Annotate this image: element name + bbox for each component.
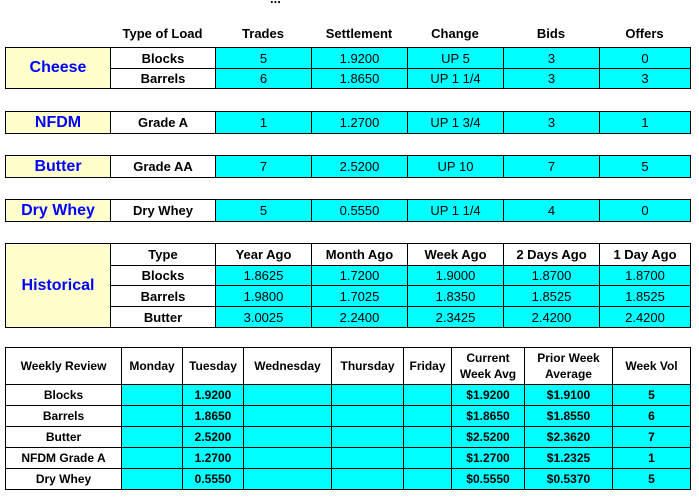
butter-bids: 7 bbox=[504, 156, 600, 178]
historical-barrels-year-ago: 1.9800 bbox=[216, 286, 312, 307]
weekly-nfdm-wednesday bbox=[244, 448, 332, 469]
weekly-header-thursday: Thursday bbox=[332, 348, 404, 385]
historical-barrels-1-day-ago: 1.8525 bbox=[600, 286, 691, 307]
cheese-table bbox=[5, 47, 691, 89]
weekly-header-tuesday: Tuesday bbox=[183, 348, 244, 385]
historical-label: Historical bbox=[6, 244, 111, 328]
weekly-nfdm-week-vol: 1 bbox=[613, 448, 691, 469]
cheese-barrels-trades: 6 bbox=[216, 69, 312, 89]
weekly-butter-current-avg: $2.5200 bbox=[452, 427, 525, 448]
weekly-dry-whey-week-vol: 5 bbox=[613, 469, 691, 490]
weekly-blocks-monday bbox=[122, 385, 183, 406]
butter-label: Butter bbox=[6, 156, 111, 178]
weekly-review-table bbox=[5, 347, 691, 490]
dry-whey-offers: 0 bbox=[600, 200, 691, 222]
historical-table bbox=[5, 243, 691, 328]
dry-whey-settlement: 0.5550 bbox=[312, 200, 408, 222]
historical-barrels-week-ago: 1.8350 bbox=[408, 286, 504, 307]
nfdm-trades: 1 bbox=[216, 112, 312, 134]
main-column-headers bbox=[5, 22, 690, 44]
weekly-header-week-vol: Week Vol bbox=[613, 348, 691, 385]
weekly-nfdm-monday bbox=[122, 448, 183, 469]
butter-settlement: 2.5200 bbox=[312, 156, 408, 178]
table-row bbox=[6, 448, 691, 469]
dry-whey-label: Dry Whey bbox=[6, 200, 111, 222]
weekly-blocks-current-avg: $1.9200 bbox=[452, 385, 525, 406]
weekly-dry-whey-friday bbox=[404, 469, 452, 490]
cheese-barrels-bids: 3 bbox=[504, 69, 600, 89]
weekly-blocks-wednesday bbox=[244, 385, 332, 406]
historical-butter-2-days-ago: 2.4200 bbox=[504, 307, 600, 328]
historical-header-year-ago: Year Ago bbox=[216, 244, 312, 266]
nfdm-settlement: 1.2700 bbox=[312, 112, 408, 134]
weekly-barrels-prior-avg: $1.8550 bbox=[525, 406, 613, 427]
nfdm-label: NFDM bbox=[6, 112, 111, 134]
cheese-blocks-settlement: 1.9200 bbox=[312, 48, 408, 69]
weekly-header-prior-avg: Prior Week Average bbox=[525, 348, 613, 385]
header-type-of-load: Type of Load bbox=[122, 25, 203, 41]
weekly-blocks-thursday bbox=[332, 385, 404, 406]
historical-header-week-ago: Week Ago bbox=[408, 244, 504, 266]
weekly-header-friday: Friday bbox=[404, 348, 452, 385]
historical-header-month-ago: Month Ago bbox=[312, 244, 408, 266]
historical-blocks-2-days-ago: 1.8700 bbox=[504, 266, 600, 286]
weekly-butter-product: Butter bbox=[6, 427, 122, 448]
weekly-butter-prior-avg: $2.3620 bbox=[525, 427, 613, 448]
historical-barrels-type: Barrels bbox=[111, 286, 216, 307]
butter-type: Grade AA bbox=[111, 156, 216, 178]
butter-table bbox=[5, 155, 691, 178]
weekly-barrels-friday bbox=[404, 406, 452, 427]
weekly-barrels-week-vol: 6 bbox=[613, 406, 691, 427]
table-row bbox=[6, 427, 691, 448]
weekly-butter-week-vol: 7 bbox=[613, 427, 691, 448]
nfdm-type: Grade A bbox=[111, 112, 216, 134]
nfdm-change: UP 1 3/4 bbox=[408, 112, 504, 134]
weekly-header-monday: Monday bbox=[122, 348, 183, 385]
nfdm-bids: 3 bbox=[504, 112, 600, 134]
cheese-barrels-type: Barrels bbox=[111, 69, 216, 89]
historical-blocks-week-ago: 1.9000 bbox=[408, 266, 504, 286]
weekly-header-current-avg: Current Week Avg bbox=[452, 348, 525, 385]
historical-butter-1-day-ago: 2.4200 bbox=[600, 307, 691, 328]
clipped-title-fragment bbox=[270, 0, 281, 6]
cheese-blocks-bids: 3 bbox=[504, 48, 600, 69]
cheese-blocks-type: Blocks bbox=[111, 48, 216, 69]
cheese-barrels-offers: 3 bbox=[600, 69, 691, 89]
weekly-blocks-friday bbox=[404, 385, 452, 406]
weekly-nfdm-friday bbox=[404, 448, 452, 469]
dry-whey-change: UP 1 1/4 bbox=[408, 200, 504, 222]
weekly-barrels-thursday bbox=[332, 406, 404, 427]
weekly-barrels-current-avg: $1.8650 bbox=[452, 406, 525, 427]
header-spacer bbox=[5, 22, 110, 44]
historical-butter-month-ago: 2.2400 bbox=[312, 307, 408, 328]
header-trades: Trades bbox=[242, 25, 284, 41]
weekly-butter-wednesday bbox=[244, 427, 332, 448]
weekly-dry-whey-monday bbox=[122, 469, 183, 490]
weekly-blocks-prior-avg: $1.9100 bbox=[525, 385, 613, 406]
butter-offers: 5 bbox=[600, 156, 691, 178]
weekly-dry-whey-thursday bbox=[332, 469, 404, 490]
historical-blocks-type: Blocks bbox=[111, 266, 216, 286]
weekly-dry-whey-wednesday bbox=[244, 469, 332, 490]
nfdm-offers: 1 bbox=[600, 112, 691, 134]
historical-header-1-day-ago: 1 Day Ago bbox=[600, 244, 691, 266]
dry-whey-trades: 5 bbox=[216, 200, 312, 222]
weekly-header-review: Weekly Review bbox=[6, 348, 122, 385]
dry-whey-type: Dry Whey bbox=[111, 200, 216, 222]
header-offers: Offers bbox=[625, 25, 664, 41]
weekly-butter-tuesday: 2.5200 bbox=[183, 427, 244, 448]
weekly-blocks-week-vol: 5 bbox=[613, 385, 691, 406]
butter-change: UP 10 bbox=[408, 156, 504, 178]
weekly-dry-whey-prior-avg: $0.5370 bbox=[525, 469, 613, 490]
nfdm-table bbox=[5, 111, 691, 134]
weekly-barrels-tuesday: 1.8650 bbox=[183, 406, 244, 427]
header-settlement: Settlement bbox=[325, 25, 393, 41]
historical-butter-week-ago: 2.3425 bbox=[408, 307, 504, 328]
weekly-header-wednesday: Wednesday bbox=[244, 348, 332, 385]
cheese-blocks-offers: 0 bbox=[600, 48, 691, 69]
weekly-barrels-wednesday bbox=[244, 406, 332, 427]
table-row bbox=[6, 469, 691, 490]
weekly-dry-whey-current-avg: $0.5550 bbox=[452, 469, 525, 490]
header-bids: Bids bbox=[536, 25, 566, 41]
historical-butter-type: Butter bbox=[111, 307, 216, 328]
historical-butter-year-ago: 3.0025 bbox=[216, 307, 312, 328]
historical-barrels-month-ago: 1.7025 bbox=[312, 286, 408, 307]
cheese-label: Cheese bbox=[6, 48, 111, 89]
historical-header-2-days-ago: 2 Days Ago bbox=[504, 244, 600, 266]
weekly-barrels-monday bbox=[122, 406, 183, 427]
weekly-butter-thursday bbox=[332, 427, 404, 448]
table-row bbox=[6, 406, 691, 427]
weekly-nfdm-product: NFDM Grade A bbox=[6, 448, 122, 469]
butter-trades: 7 bbox=[216, 156, 312, 178]
historical-blocks-1-day-ago: 1.8700 bbox=[600, 266, 691, 286]
weekly-nfdm-tuesday: 1.2700 bbox=[183, 448, 244, 469]
dry-whey-table bbox=[5, 199, 691, 222]
weekly-blocks-product: Blocks bbox=[6, 385, 122, 406]
weekly-barrels-product: Barrels bbox=[6, 406, 122, 427]
weekly-dry-whey-tuesday: 0.5550 bbox=[183, 469, 244, 490]
header-change: Change bbox=[431, 25, 479, 41]
historical-blocks-year-ago: 1.8625 bbox=[216, 266, 312, 286]
weekly-dry-whey-product: Dry Whey bbox=[6, 469, 122, 490]
historical-header-type: Type bbox=[111, 244, 216, 266]
weekly-nfdm-current-avg: $1.2700 bbox=[452, 448, 525, 469]
historical-blocks-month-ago: 1.7200 bbox=[312, 266, 408, 286]
cheese-barrels-change: UP 1 1/4 bbox=[408, 69, 504, 89]
historical-barrels-2-days-ago: 1.8525 bbox=[504, 286, 600, 307]
dry-whey-bids: 4 bbox=[504, 200, 600, 222]
weekly-nfdm-thursday bbox=[332, 448, 404, 469]
weekly-nfdm-prior-avg: $1.2325 bbox=[525, 448, 613, 469]
weekly-butter-monday bbox=[122, 427, 183, 448]
cheese-barrels-settlement: 1.8650 bbox=[312, 69, 408, 89]
weekly-butter-friday bbox=[404, 427, 452, 448]
table-row bbox=[6, 385, 691, 406]
cheese-blocks-trades: 5 bbox=[216, 48, 312, 69]
cheese-blocks-change: UP 5 bbox=[408, 48, 504, 69]
weekly-blocks-tuesday: 1.9200 bbox=[183, 385, 244, 406]
